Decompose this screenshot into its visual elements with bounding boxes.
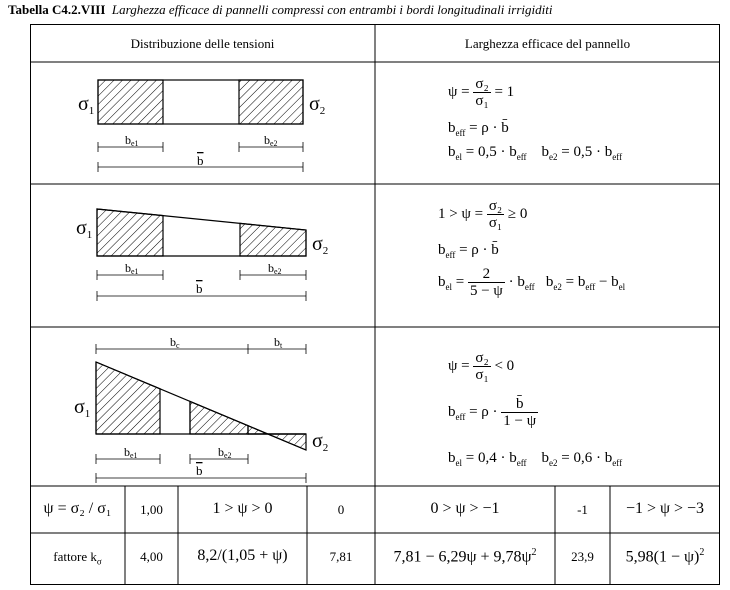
psi-value-0: 0 xyxy=(337,502,345,517)
be1-be2-equation: $b_{el}$ = $\frac{2}{5 - \psi}$ · $b_{eff}$ $b_{e2} = b_{eff} - b_{el}$ xyxy=(438,266,626,299)
bt-label: bt xyxy=(274,335,283,350)
bbar-label: b xyxy=(197,153,204,168)
psi-range-minus1-minus3: −1 > ψ > −3 xyxy=(625,500,705,517)
bbar-label: b xyxy=(196,281,203,296)
k-value-7-81: 7,81 xyxy=(329,549,353,564)
beff-equation: $b_{eff} = \rho$ · b̄ xyxy=(438,242,499,260)
bbar-label: b xyxy=(196,463,203,478)
diagram-uniform-stress xyxy=(30,62,375,184)
be2-label: be2 xyxy=(268,261,282,276)
psi-range-0-minus1: 0 > ψ > −1 xyxy=(430,500,500,517)
sigma2-label: $\sigma_2$ xyxy=(312,233,329,257)
psi-equation: ψ = $\frac{\text{σ₂}}{\text{σ₁}}$ < 0 xyxy=(448,350,515,383)
be1-label: be1 xyxy=(125,261,139,276)
header-effective-width: Larghezza efficace del pannello xyxy=(464,36,631,51)
sigma1-label: $\sigma_1$ xyxy=(76,217,93,241)
bc-label: bc xyxy=(170,335,180,350)
be1-be2-equation: $b_{el} = 0,5 \cdot b_{eff}$ $b_{e2} = 0,5 \cdot b_{eff}$ xyxy=(448,144,623,162)
k-sigma-label: fattore $k_\sigma$ xyxy=(53,549,102,567)
k-value-4: 4,00 xyxy=(140,549,163,564)
header-stress-distribution: Distribuzione delle tensioni xyxy=(130,36,275,51)
k-formula-0-1: 8,2/(1,05 + ψ) xyxy=(197,547,288,564)
beff-equation: $b_{eff} = \rho$ · b̄ xyxy=(448,120,509,138)
sigma1-label: $\sigma_1$ xyxy=(74,396,91,420)
sigma1-label: $\sigma_1$ xyxy=(78,93,95,117)
be1-label: be1 xyxy=(125,133,139,148)
psi-ratio-label: ψ = σ₂ / σ₁ xyxy=(43,500,112,517)
be2-label: be2 xyxy=(264,133,278,148)
psi-equation: 1 > ψ = $\frac{\text{σ₂}}{\text{σ₁}}$ ≥ 0 xyxy=(438,198,528,231)
be1-label: be1 xyxy=(124,445,138,460)
sigma2-label: $\sigma_2$ xyxy=(312,430,329,454)
psi-value-minus1: -1 xyxy=(577,502,588,517)
psi-equation: ψ = $\frac{\text{σ₂}}{\text{σ₁}}$ = 1 xyxy=(448,76,515,109)
psi-range-0-1: 1 > ψ > 0 xyxy=(212,500,273,517)
caption-label: Tabella C4.2.VIII xyxy=(8,2,106,17)
diagram-tension-compression-stress xyxy=(30,327,375,486)
diagram-trapezoid-stress xyxy=(30,184,375,327)
k-value-23-9: 23,9 xyxy=(571,549,594,564)
be2-label: be2 xyxy=(218,445,232,460)
table-caption xyxy=(8,2,552,18)
sigma2-label: $\sigma_2$ xyxy=(309,93,326,117)
k-formula-minus1-minus3: $5,98(1 - \psi)^2$ xyxy=(625,547,705,566)
effective-width-table xyxy=(30,24,720,585)
psi-value-1: 1,00 xyxy=(140,502,163,517)
beff-equation: $b_{eff} = \rho$ · $\frac{b̄}{1 - \psi}$ xyxy=(448,396,537,429)
k-formula-0-minus1: $7,81 - 6,29\psi + 9,78\psi^2$ xyxy=(393,547,537,566)
caption-title: Larghezza efficace di pannelli compressi con entrambi i bordi longitudinali irrigiditi xyxy=(111,2,553,17)
be1-be2-equation: $b_{el} = 0,4 \cdot b_{eff}$ $b_{e2} = 0,6 \cdot b_{eff}$ xyxy=(448,450,623,468)
